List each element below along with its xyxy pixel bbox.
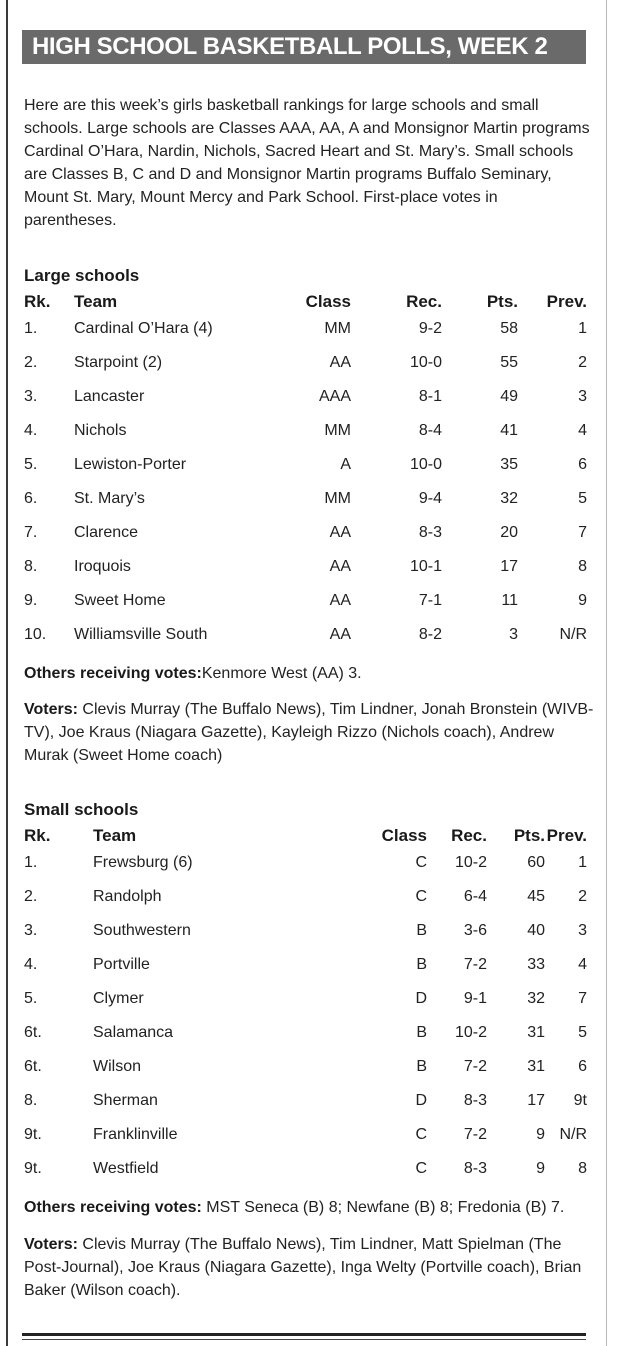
- rank-cell: 9t.: [24, 1160, 42, 1177]
- record-cell: 6-4: [463, 888, 487, 905]
- team-cell: Starpoint (2): [74, 354, 163, 371]
- prev-cell: 3: [578, 388, 587, 405]
- rank-cell: 5.: [24, 990, 38, 1007]
- prev-cell: 1: [578, 320, 587, 337]
- class-cell: AA: [329, 558, 351, 575]
- table-row: [24, 1050, 587, 1084]
- record-cell: 10-0: [409, 354, 442, 371]
- col-header-team: Team: [93, 826, 137, 845]
- rank-cell: 2.: [24, 888, 38, 905]
- class-cell: D: [415, 990, 427, 1007]
- points-cell: 45: [527, 888, 545, 905]
- others-label: Others receiving votes:: [24, 665, 202, 682]
- record-cell: 8-3: [463, 1092, 487, 1109]
- record-cell: 8-3: [463, 1160, 487, 1177]
- team-cell: Sherman: [93, 1092, 158, 1109]
- points-cell: 20: [500, 524, 518, 541]
- team-cell: Portville: [93, 956, 150, 973]
- team-cell: St. Mary’s: [74, 490, 145, 507]
- large-voters: [24, 698, 594, 767]
- col-header-rank: Rk.: [24, 826, 51, 845]
- table-row: [24, 584, 587, 618]
- rank-cell: 10.: [24, 626, 47, 643]
- page-right-rule: [606, 0, 607, 1346]
- team-cell: Lewiston-Porter: [74, 456, 187, 473]
- class-cell: C: [415, 888, 427, 905]
- prev-cell: 9: [578, 592, 587, 609]
- small-schools-heading: Small schools: [24, 800, 139, 819]
- prev-cell: 8: [578, 1160, 587, 1177]
- rank-cell: 7.: [24, 524, 38, 541]
- prev-cell: 9t: [573, 1092, 587, 1109]
- points-cell: 41: [500, 422, 518, 439]
- large-others-receiving-votes: [24, 665, 594, 683]
- record-cell: 3-6: [463, 922, 487, 939]
- class-cell: AA: [329, 592, 351, 609]
- col-header-prev: Prev.: [546, 826, 587, 845]
- points-cell: 9: [536, 1126, 545, 1143]
- rank-cell: 9.: [24, 592, 38, 609]
- points-cell: 60: [527, 854, 545, 871]
- prev-cell: 6: [578, 1058, 587, 1075]
- col-header-team: Team: [74, 292, 118, 311]
- table-row: [24, 982, 587, 1016]
- class-cell: C: [415, 1126, 427, 1143]
- points-cell: 11: [501, 592, 518, 609]
- rank-cell: 9t.: [24, 1126, 42, 1143]
- voters-text: Clevis Murray (The Buffalo News), Tim Lindner, Jonah Bronstein (WIVB-TV), Joe Kraus (Niagara Gazette), Kayleigh Rizzo (Nichols coach), Andrew Murak (Sweet Home coach): [24, 701, 594, 764]
- team-cell: Cardinal O’Hara (4): [74, 320, 213, 337]
- rank-cell: 6t.: [24, 1058, 42, 1075]
- rank-cell: 4.: [24, 956, 38, 973]
- others-text: Kenmore West (AA) 3.: [201, 665, 362, 682]
- team-cell: Southwestern: [93, 922, 191, 939]
- team-cell: Randolph: [93, 888, 162, 905]
- team-cell: Wilson: [93, 1058, 142, 1075]
- col-header-record: Rec.: [451, 826, 487, 845]
- large-schools-heading: Large schools: [24, 266, 140, 285]
- table-row: [24, 1152, 587, 1186]
- team-cell: Clymer: [93, 990, 144, 1007]
- prev-cell: 4: [578, 956, 587, 973]
- points-cell: 32: [527, 990, 545, 1007]
- class-cell: MM: [324, 422, 351, 439]
- record-cell: 10-0: [409, 456, 442, 473]
- class-cell: B: [416, 1024, 427, 1041]
- points-cell: 17: [527, 1092, 545, 1109]
- record-cell: 9-4: [418, 490, 442, 507]
- team-cell: Iroquois: [74, 558, 131, 575]
- class-cell: MM: [324, 490, 351, 507]
- team-cell: Westfield: [93, 1160, 159, 1177]
- prev-cell: 5: [578, 1024, 587, 1041]
- rank-cell: 4.: [24, 422, 38, 439]
- prev-cell: 2: [578, 888, 587, 905]
- points-cell: 35: [500, 456, 518, 473]
- prev-cell: 6: [578, 456, 587, 473]
- prev-cell: 8: [578, 558, 587, 575]
- table-row: [24, 1016, 587, 1050]
- voters-label: Voters:: [24, 701, 78, 718]
- record-cell: 10-2: [454, 854, 487, 871]
- record-cell: 9-2: [418, 320, 442, 337]
- others-text: MST Seneca (B) 8; Newfane (B) 8; Fredonia (B) 7.: [201, 1199, 565, 1216]
- record-cell: 8-1: [418, 388, 442, 405]
- class-cell: C: [415, 1160, 427, 1177]
- class-cell: B: [416, 956, 427, 973]
- record-cell: 10-2: [454, 1024, 487, 1041]
- table-row: [24, 482, 587, 516]
- col-header-rank: Rk.: [24, 292, 51, 311]
- points-cell: 58: [500, 320, 518, 337]
- class-cell: MM: [324, 320, 351, 337]
- prev-cell: 3: [578, 922, 587, 939]
- team-cell: Salamanca: [93, 1024, 174, 1041]
- table-row: [24, 914, 587, 948]
- small-others-receiving-votes: [24, 1199, 594, 1217]
- prev-cell: 4: [578, 422, 587, 439]
- record-cell: 7-1: [418, 592, 442, 609]
- table-row: [24, 516, 587, 550]
- col-header-points: Pts.: [486, 292, 518, 311]
- table-row: [24, 1084, 587, 1118]
- team-cell: Clarence: [74, 524, 139, 541]
- points-cell: 31: [527, 1024, 545, 1041]
- team-cell: Lancaster: [74, 388, 145, 405]
- col-header-points: Pts.: [513, 826, 545, 845]
- points-cell: 55: [500, 354, 518, 371]
- record-cell: 8-2: [418, 626, 442, 643]
- class-cell: AA: [329, 626, 351, 643]
- col-header-class: Class: [381, 826, 427, 845]
- table-row: [24, 448, 587, 482]
- prev-cell: 5: [578, 490, 587, 507]
- footer-rule-thick: [22, 1333, 586, 1336]
- team-cell: Sweet Home: [74, 592, 166, 609]
- others-label: Others receiving votes:: [24, 1199, 202, 1216]
- points-cell: 31: [527, 1058, 545, 1075]
- table-row: [24, 948, 587, 982]
- intro-paragraph: Here are this week’s girls basketball rankings for large schools and small schools. Large schools are Classes AAA, AA, A and Monsignor Martin programs Cardinal O’Hara, Nardin, Nichols, Sacred Heart and St. Mary’s. Small schools are Classes B, C and D and Monsignor Martin programs Buffalo Seminary, Mount St. Mary, Mount Mercy and Park School. First-place votes in parentheses.: [24, 97, 590, 229]
- large-table-header-row: [24, 287, 587, 312]
- col-header-record: Rec.: [406, 292, 442, 311]
- points-cell: 32: [500, 490, 518, 507]
- points-cell: 40: [527, 922, 545, 939]
- class-cell: B: [416, 1058, 427, 1075]
- points-cell: 9: [536, 1160, 545, 1177]
- rank-cell: 3.: [24, 922, 38, 939]
- record-cell: 8-3: [418, 524, 442, 541]
- record-cell: 7-2: [463, 956, 487, 973]
- rank-cell: 8.: [24, 558, 38, 575]
- class-cell: B: [416, 922, 427, 939]
- col-header-class: Class: [305, 292, 351, 311]
- prev-cell: 2: [578, 354, 587, 371]
- page-title: HIGH SCHOOL BASKETBALL POLLS, WEEK 2: [22, 30, 586, 64]
- rank-cell: 5.: [24, 456, 38, 473]
- table-row: [24, 550, 587, 584]
- points-cell: 17: [500, 558, 518, 575]
- prev-cell: N/R: [559, 1126, 587, 1143]
- points-cell: 33: [527, 956, 545, 973]
- table-row: [24, 618, 587, 652]
- team-cell: Williamsville South: [74, 626, 208, 643]
- class-cell: A: [340, 456, 351, 473]
- rank-cell: 3.: [24, 388, 38, 405]
- table-row: [24, 1118, 587, 1152]
- class-cell: C: [415, 854, 427, 871]
- rank-cell: 1.: [24, 854, 38, 871]
- team-cell: Nichols: [74, 422, 127, 439]
- prev-cell: 7: [578, 524, 587, 541]
- voters-text: Clevis Murray (The Buffalo News), Tim Lindner, Matt Spielman (The Post-Journal), Joe Kraus (Niagara Gazette), Inga Welty (Portville coach), Brian Baker (Wilson coach).: [24, 1236, 582, 1299]
- small-schools-table: [24, 821, 587, 1186]
- footer-rule-thin: [22, 1339, 586, 1340]
- team-cell: Frewsburg (6): [93, 854, 193, 871]
- record-cell: 7-2: [463, 1126, 487, 1143]
- class-cell: AA: [329, 524, 351, 541]
- rank-cell: 1.: [24, 320, 38, 337]
- table-row: [24, 414, 587, 448]
- record-cell: 8-4: [418, 422, 442, 439]
- class-cell: AAA: [318, 388, 351, 405]
- record-cell: 9-1: [463, 990, 487, 1007]
- prev-cell: 1: [578, 854, 587, 871]
- rank-cell: 6t.: [24, 1024, 42, 1041]
- table-row: [24, 312, 587, 346]
- small-voters: [24, 1233, 594, 1302]
- prev-cell: 7: [578, 990, 587, 1007]
- small-table-header-row: [24, 821, 587, 846]
- team-cell: Franklinville: [93, 1126, 178, 1143]
- prev-cell: N/R: [559, 626, 587, 643]
- rank-cell: 2.: [24, 354, 38, 371]
- voters-label: Voters:: [24, 1236, 78, 1253]
- col-header-prev: Prev.: [546, 292, 587, 311]
- table-row: [24, 380, 587, 414]
- class-cell: D: [415, 1092, 427, 1109]
- rank-cell: 6.: [24, 490, 38, 507]
- class-cell: AA: [329, 354, 351, 371]
- rank-cell: 8.: [24, 1092, 38, 1109]
- record-cell: 10-1: [409, 558, 442, 575]
- large-schools-table: [24, 287, 587, 652]
- table-row: [24, 346, 587, 380]
- page-left-rule: [6, 0, 8, 1346]
- table-row: [24, 880, 587, 914]
- record-cell: 7-2: [463, 1058, 487, 1075]
- points-cell: 49: [500, 388, 518, 405]
- table-row: [24, 846, 587, 880]
- points-cell: 3: [509, 626, 518, 643]
